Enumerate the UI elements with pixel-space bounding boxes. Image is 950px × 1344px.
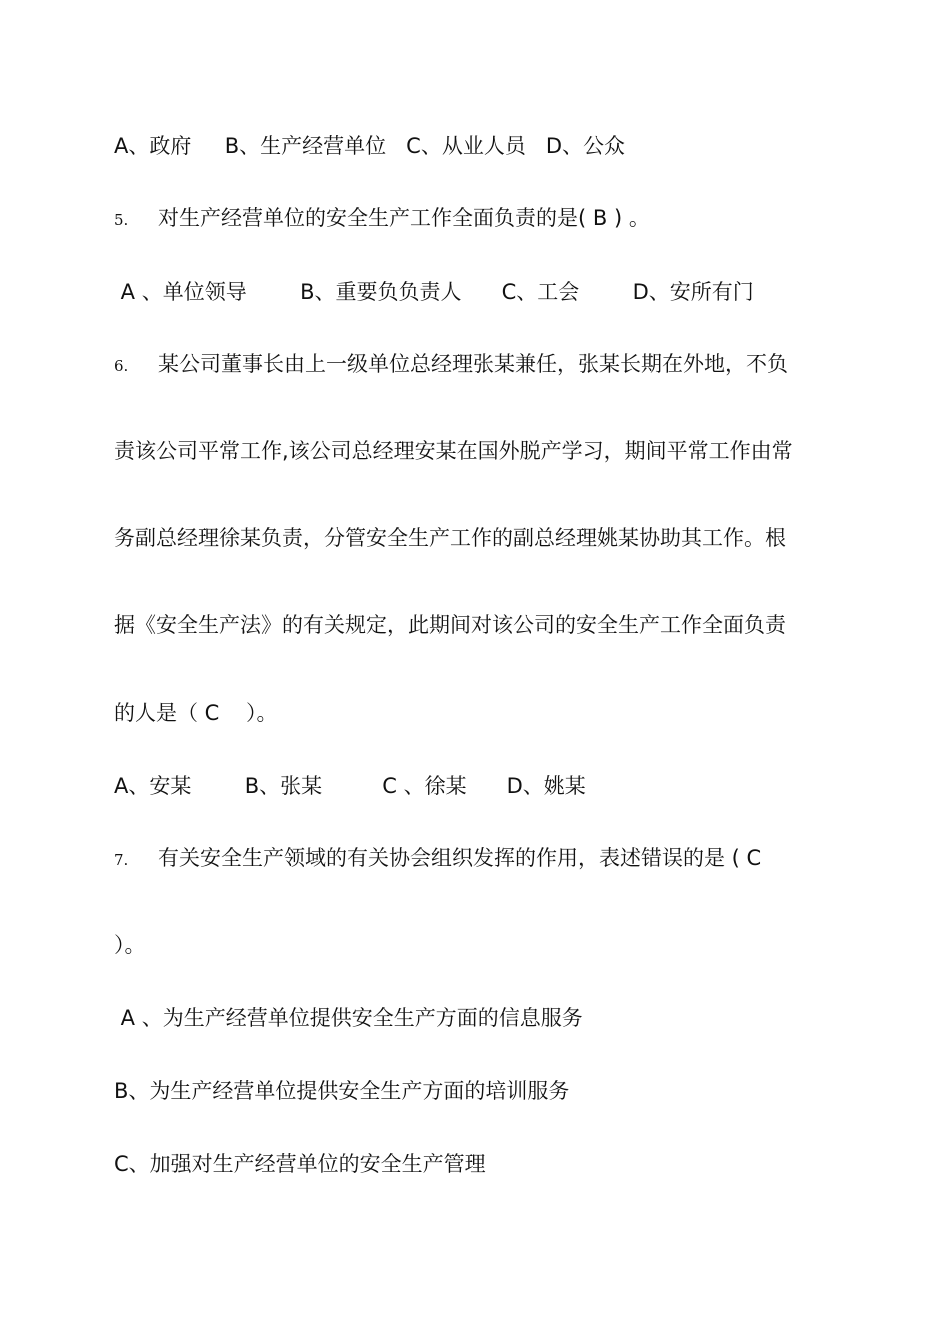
q6-stem-line4: 据《安全生产法》的有关规定，此期间对该公司的安全生产工作全面负责: [114, 613, 786, 637]
q7-option-c: C、加强对生产经营单位的安全生产管理: [114, 1152, 486, 1176]
q6-stem-line3: 务副总经理徐某负责，分管安全生产工作的副总经理姚某协助其工作。根: [114, 526, 786, 550]
q5-options: A 、单位领导 B、重要负负责人 C、工会 D、安所有门: [114, 280, 754, 304]
q6-number: 6.: [114, 357, 129, 375]
q7-number: 7.: [114, 851, 129, 869]
q4-options: A、政府 B、生产经营单位 C、从业人员 D、公众: [114, 134, 626, 158]
q7-stem-line2: ）。: [114, 933, 146, 957]
q5-number: 5.: [114, 211, 129, 229]
q5-stem: 对生产经营单位的安全生产工作全面负责的是( B ) 。: [158, 206, 650, 230]
q6-stem-line2: 责该公司平常工作,该公司总经理安某在国外脱产学习，期间平常工作由常: [114, 439, 793, 463]
q6-stem-line1: 某公司董事长由上一级单位总经理张某兼任，张某长期在外地，不负: [158, 352, 788, 376]
q7-option-b: B、为生产经营单位提供安全生产方面的培训服务: [114, 1079, 570, 1103]
q7-option-a: A 、为生产经营单位提供安全生产方面的信息服务: [114, 1006, 583, 1030]
q7-stem-line1: 有关安全生产领域的有关协会组织发挥的作用，表述错误的是 ( C: [158, 846, 762, 870]
q6-options: A、安某 B、张某 C 、徐某 D、姚某: [114, 774, 586, 798]
q6-stem-line5: 的人是（ C ）。: [114, 701, 278, 725]
